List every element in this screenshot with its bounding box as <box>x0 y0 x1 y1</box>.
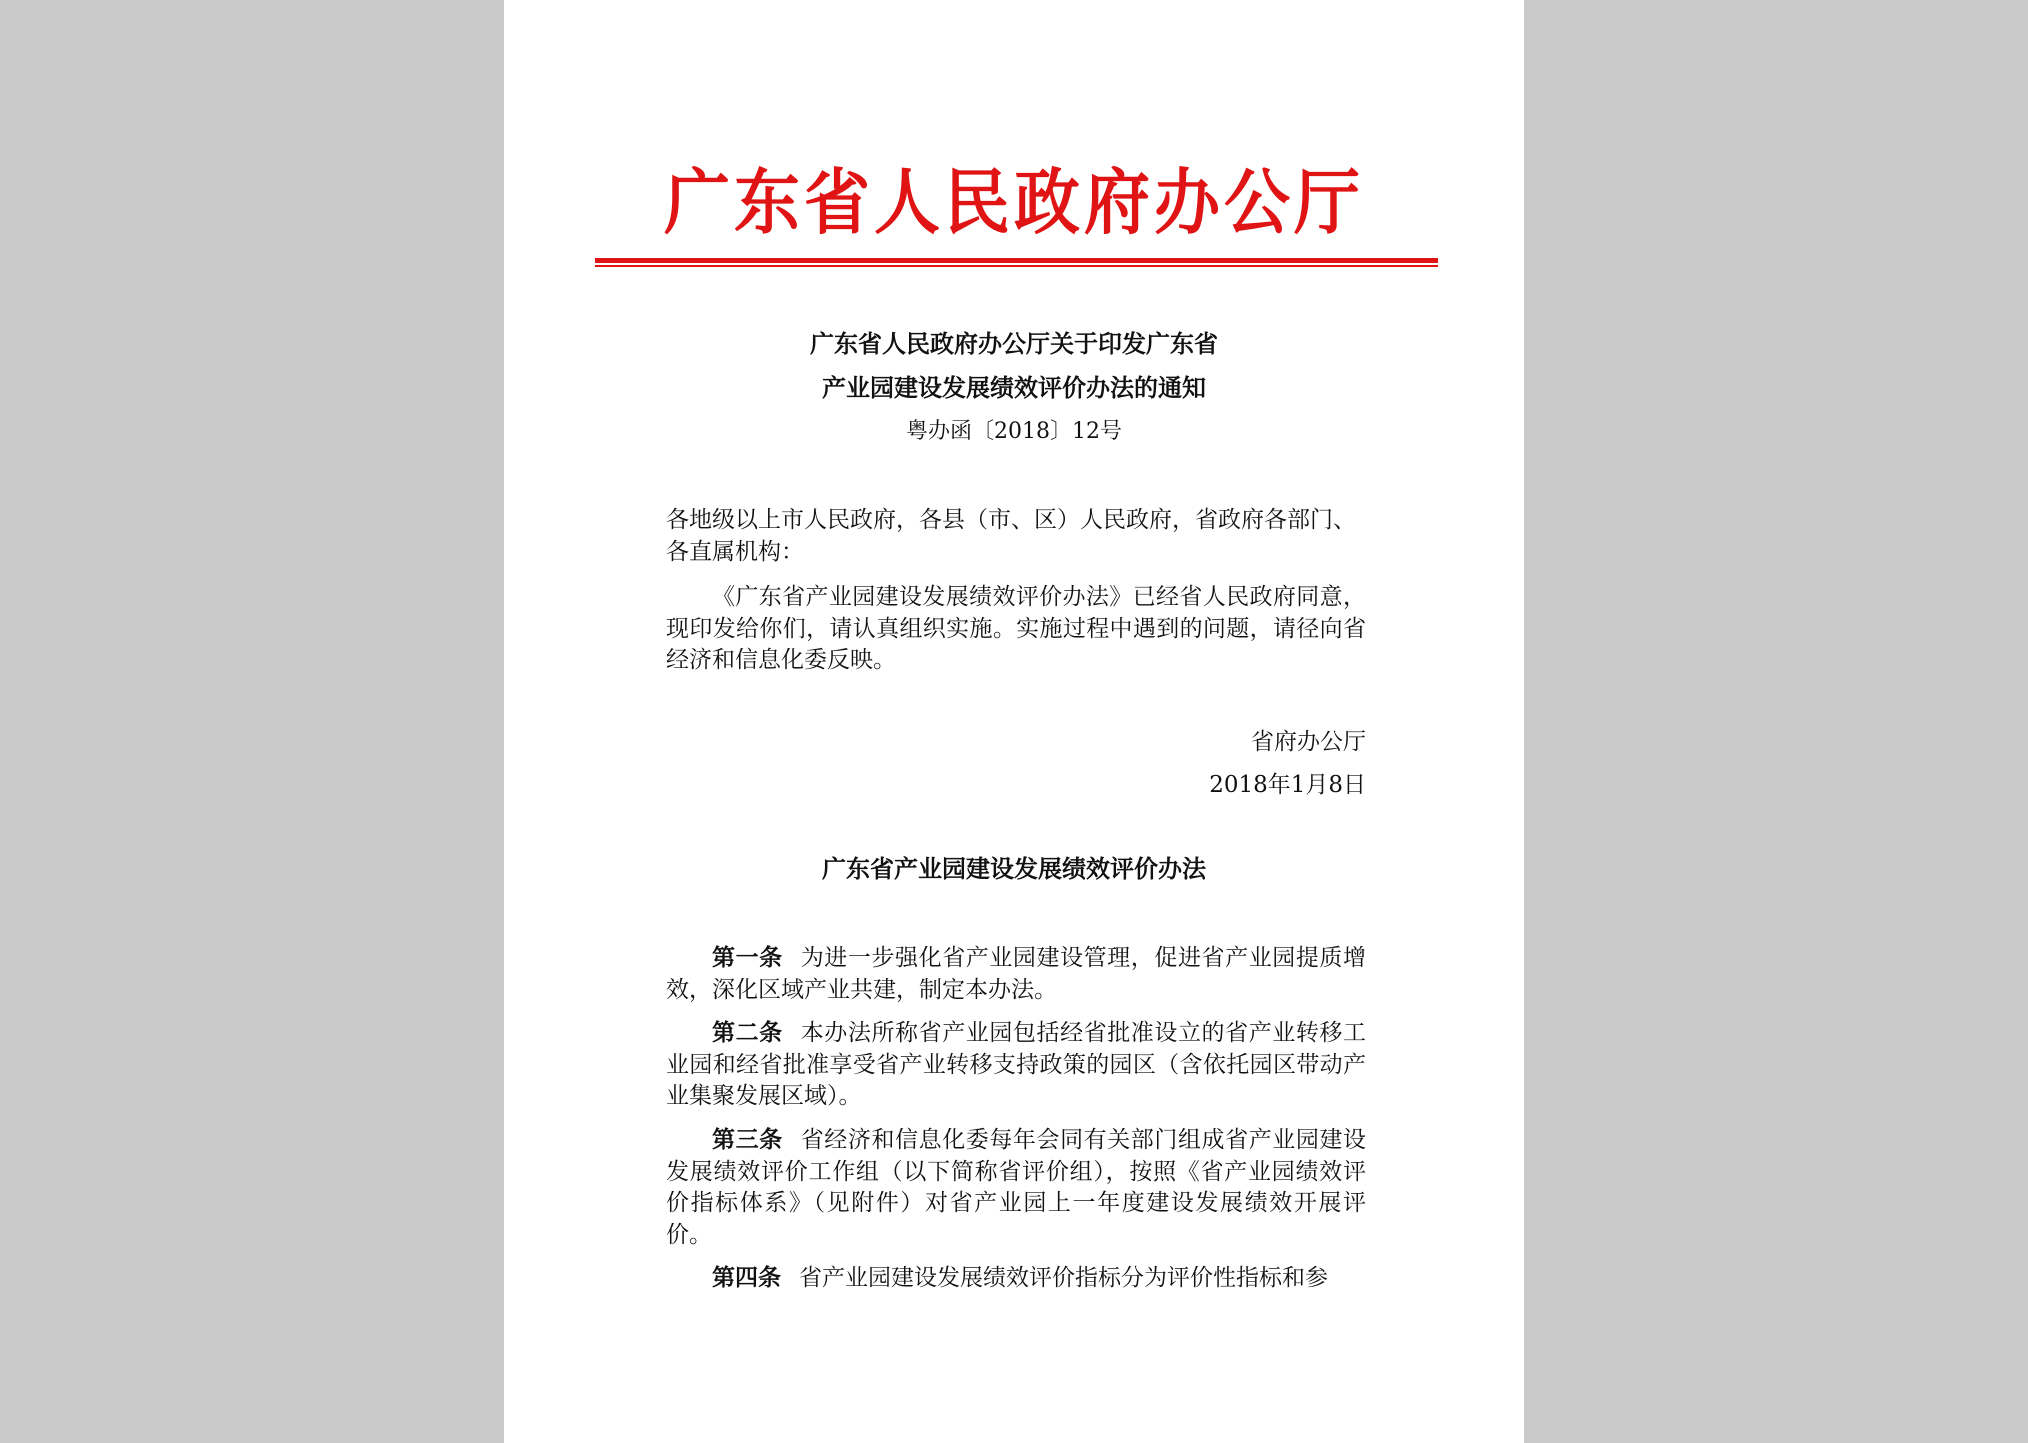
article-3-label: 第三条 <box>712 1126 783 1153</box>
article-4-text: 省产业园建设发展绩效评价指标分为评价性指标和参 <box>799 1265 1328 1291</box>
notice-title-line-2: 产业园建设发展绩效评价办法的通知 <box>822 373 1206 402</box>
measures-title: 广东省产业园建设发展绩效评价办法 <box>822 854 1206 883</box>
article-3 <box>666 1124 1366 1251</box>
article-2 <box>666 1017 1366 1113</box>
article-4-label: 第四条 <box>712 1264 781 1291</box>
addressee-line-2: 各直属机构： <box>666 538 804 565</box>
article-1 <box>666 942 1366 1006</box>
notice-body: 《广东省产业园建设发展绩效评价办法》已经省人民政府同意，现印发给你们，请认真组织实施。实施过程中遇到的问题，请径向省经济和信息化委反映。 <box>666 584 1366 673</box>
article-1-label: 第一条 <box>712 944 783 971</box>
article-1-text: 为进一步强化省产业园建设管理，促进省产业园提质增效，深化区域产业共建，制定本办法。 <box>666 945 1367 1003</box>
article-2-text: 本办法所称省产业园包括经省批准设立的省产业转移工业园和经省批准享受省产业转移支持政策的园区（含依托园区带动产业集聚发展区域）。 <box>666 1020 1367 1109</box>
issue-date: 2018年1月8日 <box>1209 772 1366 798</box>
notice-title-line-1: 广东省人民政府办公厅关于印发广东省 <box>810 329 1218 358</box>
org-letterhead-title: 广东省人民政府办公厅 <box>664 159 1364 245</box>
article-4 <box>666 1262 1366 1295</box>
addressee-line-1: 各地级以上市人民政府，各县（市、区）人民政府，省政府各部门、 <box>666 507 1356 533</box>
signer: 省府办公厅 <box>1251 729 1366 755</box>
letterhead-red-rule-thin <box>595 265 1438 267</box>
article-3-text: 省经济和信息化委每年会同有关部门组成省产业园建设发展绩效评价工作组（以下简称省评价组），按照《省产业园绩效评价指标体系》（见附件）对省产业园上一年度建设发展绩效开展评价。 <box>666 1127 1367 1248</box>
document-page <box>504 0 1524 1443</box>
letterhead-red-rule <box>595 258 1438 263</box>
article-2-label: 第二条 <box>712 1019 783 1046</box>
addressee <box>666 505 1366 568</box>
document-number: 粤办函〔2018〕12号 <box>906 419 1122 444</box>
